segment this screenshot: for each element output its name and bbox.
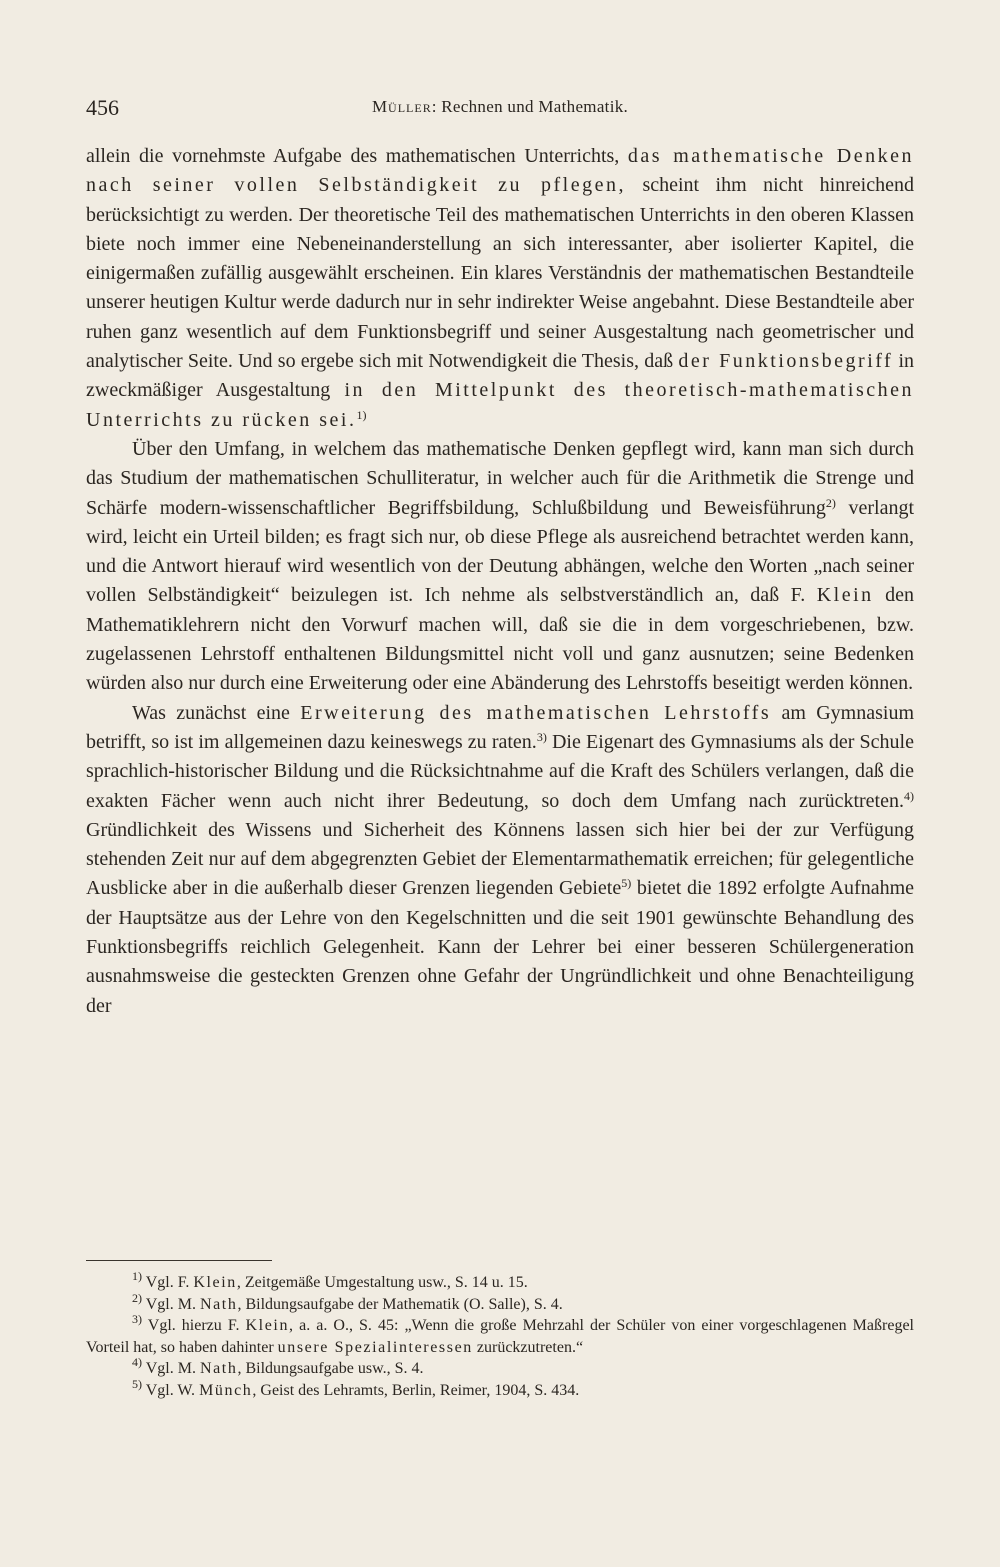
paragraph-text: Was zunächst eine (132, 701, 301, 724)
paragraph (86, 142, 914, 435)
paragraph-text: am Gymnasium betrifft, so ist im allgemeinen dazu keineswegs zu raten. (86, 701, 915, 753)
paragraph-text: in zweckmäßiger Ausgestaltung (86, 350, 915, 402)
footnote (86, 1376, 914, 1402)
paragraph-text: verlangt wird, leicht ein Urteil bilden; es fragt sich nur, ob diese Pflege als ausreichend betrachtet werden kann, und die Antwort hierauf wird wesentlich von der Deutung abhängen, welche den Worten „nach seiner vollen Selbständigkeit“ beizulegen ist. Ich nehme als selbstverständlich an, daß F. (86, 496, 914, 607)
running-head-author: Müller (371, 97, 432, 116)
paragraph-spaced-text: Klein (816, 584, 874, 607)
paragraph-text: Gründlichkeit des Wissens und Sicherheit des Könnens lassen sich hier bei der zur Verfügung stehenden Zeit nur auf dem abgegrenzten Gebiet der Elementarmathematik erreichen; für gelegentliche Ausblicke aber in die außerhalb dieser Grenzen liegenden Gebiete (86, 818, 914, 900)
footnote-spaced-text: Nath (199, 1295, 238, 1313)
footnote-spaced-text: unsere Spezialinteressen (277, 1338, 473, 1356)
footnote-text: Vgl. F. (142, 1274, 194, 1291)
footnote-text: Vgl. W. (142, 1381, 200, 1399)
footnote-ref: 4) (132, 1355, 142, 1369)
paragraph-spaced-text: das mathematische Denken nach seiner vollen Selbständigkeit zu pflegen, (86, 145, 914, 197)
footnote-ref: 3) (536, 729, 547, 744)
paragraph-text: scheint ihm nicht hinreichend berücksichtigt zu werden. Der theoretische Teil des mathematischen Unterrichts in den oberen Klassen biete noch immer eine Nebeneinanderstellung an sich interessanter, aber isolierter Kapitel, die einigermaßen zufällig ausgewählt erscheinen. Ein klares Verständnis der mathematischen Bestandteile unserer heutigen Kultur werde dadurch nur in sehr indirekter Weise angebahnt. Diese Bestandteile aber ruhen ganz wesentlich auf dem Funktionsbegriff und seiner Ausgestaltung nach geometrischer und analytischer Seite. Und so ergebe sich mit Notwendigkeit die Thesis, daß (86, 174, 914, 373)
footnote (86, 1269, 914, 1294)
paragraph-text: Über den Umfang, in welchem das mathematische Denken gepflegt wird, kann man sich durch das Studium der mathematischen Schulliteratur, in welcher auch für die Arithmetik die Strenge und Schärfe modern-wissenschaftlicher Begriffsbildung, Schlußbildung und Beweisführung (86, 437, 914, 519)
footnote-ref: 1) (356, 407, 367, 422)
paragraph-spaced-text: der Funktionsbegriff (678, 350, 894, 373)
paragraph-text: Die Eigenart des Gymnasiums als der Schule sprachlich-historischer Bildung und die Rücksichtnahme auf die Kraft des Schülers verlangen, daß die exakten Fächer wenn auch nicht ihrer Bedeutung, so doch dem Umfang nach zurücktreten. (86, 730, 914, 812)
footnote-text: , Bildungsaufgabe usw., S. 4. (237, 1360, 424, 1377)
footnote-text: , Zeitgemäße Umgestaltung usw., S. 14 u. 15. (236, 1274, 528, 1291)
footnote (86, 1355, 914, 1380)
footnote-ref: 5) (132, 1376, 142, 1391)
paragraph (86, 435, 914, 699)
paragraph-text: den Mathematiklehrern nicht den Vorwurf machen will, daß sie die in dem vorgeschriebenen, bzw. zugelassenen Lehrstoff enthaltenen Bildungsmittel nicht voll und ganz ausnutzen; seine Bedenken würden also nur durch eine Erweiterung oder eine Abänderung des Lehrstoffs beseitigt werden können. (86, 584, 914, 695)
footnote-divider (86, 1260, 272, 1261)
paragraph-text: bietet die 1892 erfolgte Aufnahme der Hauptsätze aus der Lehre von den Kegelschnitten und die seit 1901 gewünschte Behandlung des Funktionsbegriffs reichlich Gelegenheit. Kann der Lehrer bei einer besseren Schülergeneration ausnahmsweise die gesteckten Grenzen ohne Gefahr der Ungründlichkeit und ohne Benachteiligung der (86, 877, 915, 1017)
footnote-text: , a. a. O., S. 45: „Wenn die große Mehrzahl der Schüler von einer vorgeschlagenen Maßregel Vorteil hat, so haben dahinter (86, 1317, 914, 1356)
page-number: 456 (86, 95, 119, 120)
footnote-ref: 1) (132, 1269, 142, 1283)
paragraph-spaced-text: in den Mittelpunkt des theoretisch-mathematischen Unterrichts zu rücken sei. (86, 379, 914, 431)
paragraph (86, 699, 914, 1021)
footnote-ref: 2) (825, 495, 836, 510)
footnote-spaced-text: Klein (245, 1317, 290, 1334)
footnote-ref: 2) (132, 1290, 142, 1305)
paragraph-spaced-text: Erweiterung des mathematischen Lehrstoffs (300, 701, 772, 724)
footnote-spaced-text: Klein (193, 1274, 237, 1291)
footnote-text: , Bildungsaufgabe der Mathematik (O. Salle), S. 4. (237, 1295, 563, 1313)
footnote-text: , Geist des Lehramts, Berlin, Reimer, 1904, S. 434. (252, 1381, 580, 1399)
footnote-spaced-text: Münch (199, 1381, 253, 1399)
footnote-spaced-text: Nath (199, 1360, 238, 1377)
body-text (86, 142, 914, 1021)
paragraph-text: allein die vornehmste Aufgabe des mathematischen Unterrichts, (86, 145, 628, 167)
footnote-ref: 4) (904, 788, 914, 803)
footnote-text: Vgl. M. (142, 1295, 200, 1313)
footnotes (86, 1269, 914, 1401)
footnote-text: zurückzutreten.“ (472, 1338, 584, 1356)
running-head-title: : Rechnen und Mathematik. (431, 97, 629, 116)
page-header (86, 95, 914, 129)
footnote-text: Vgl. hierzu F. (142, 1317, 246, 1334)
footnote-ref: 3) (132, 1312, 142, 1326)
footnote (86, 1312, 914, 1358)
footnote-ref: 5) (621, 876, 632, 891)
footnote (86, 1290, 914, 1316)
footnote-text: Vgl. M. (142, 1360, 200, 1377)
running-head (86, 97, 914, 117)
